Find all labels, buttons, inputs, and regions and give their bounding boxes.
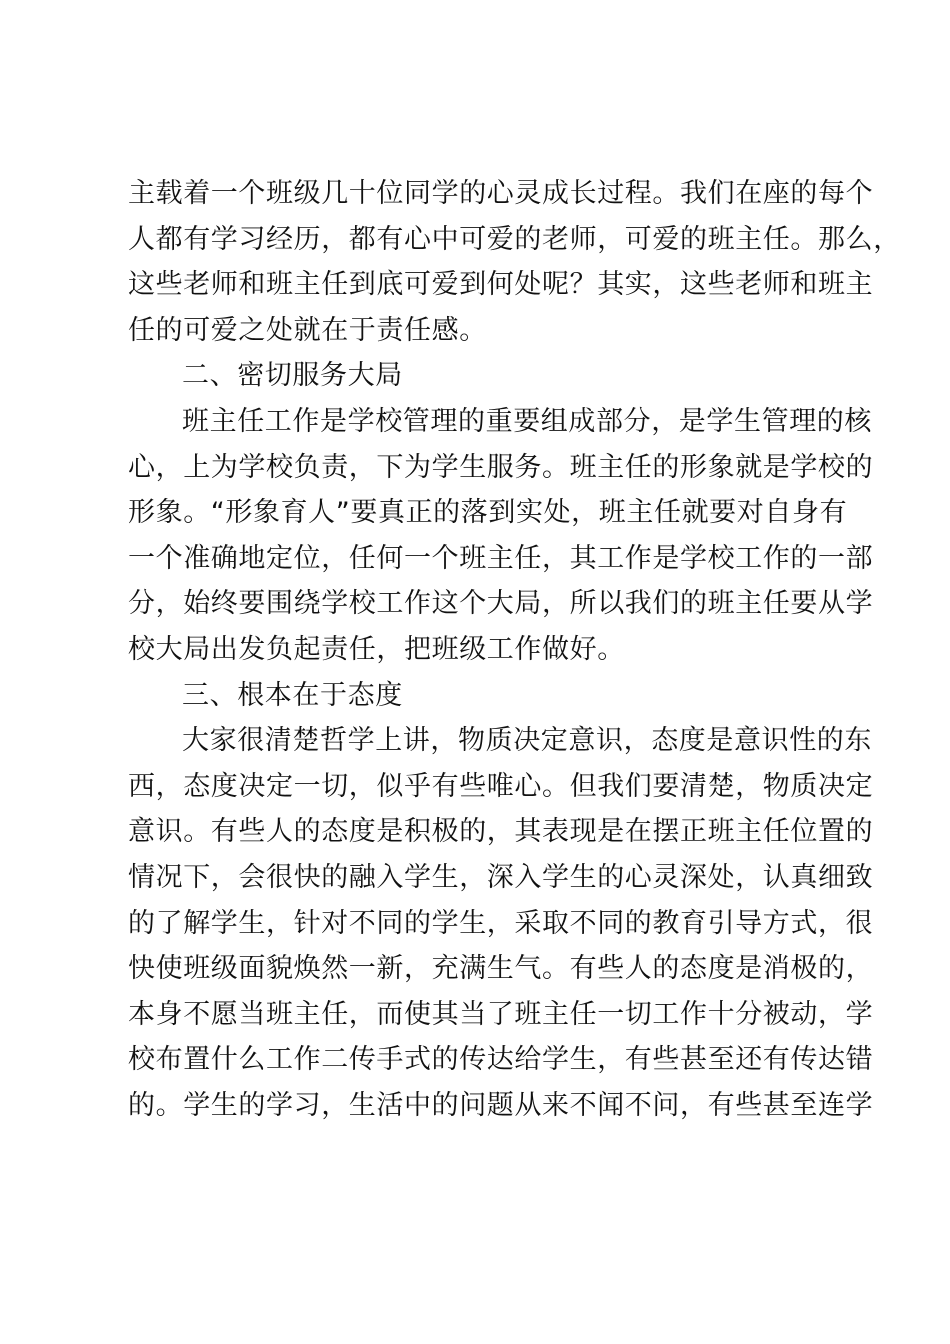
text-line: 快使班级面貌焕然一新，充满生气。有些人的态度是消极的， [128, 953, 874, 985]
text-line: 人都有学习经历，都有心中可爱的老师，可爱的班主任。那么， [128, 223, 901, 255]
text-line: 西，态度决定一切，似乎有些唯心。但我们要清楚，物质决定 [128, 770, 874, 802]
text-line: 本身不愿当班主任，而使其当了班主任一切工作十分被动，学 [128, 998, 874, 1030]
text-line: 这些老师和班主任到底可爱到何处呢？其实，这些老师和班主 [128, 269, 874, 301]
body-text [128, 171, 901, 1128]
paragraph-first-line: 班主任工作是学校管理的重要组成部分，是学生管理的核 [182, 405, 872, 437]
section-heading: 三、根本在于态度 [182, 679, 403, 711]
text-line: 心，上为学校负责，下为学生服务。班主任的形象就是学校的 [128, 451, 874, 483]
text-line: 形象。“形象育人”要真正的落到实处，班主任就要对自身有 [128, 497, 848, 529]
paragraph-first-line: 大家很清楚哲学上讲，物质决定意识，态度是意识性的东 [182, 725, 872, 757]
text-line: 校大局出发负起责任，把班级工作做好。 [128, 633, 625, 665]
text-line: 的。学生的学习，生活中的问题从来不闻不问，有些甚至连学 [128, 1089, 874, 1121]
text-line: 任的可爱之处就在于责任感。 [128, 314, 487, 346]
text-line: 意识。有些人的态度是积极的，其表现是在摆正班主任位置的 [128, 816, 874, 848]
section-heading: 二、密切服务大局 [182, 360, 403, 392]
text-line: 的了解学生，针对不同的学生，采取不同的教育引导方式，很 [128, 907, 874, 939]
text-line: 校布置什么工作二传手式的传达给学生，有些甚至还有传达错 [128, 1044, 874, 1076]
text-line: 分，始终要围绕学校工作这个大局，所以我们的班主任要从学 [128, 588, 874, 620]
text-line: 情况下，会很快的融入学生，深入学生的心灵深处，认真细致 [128, 861, 874, 893]
text-line: 主载着一个班级几十位同学的心灵成长过程。我们在座的每个 [128, 178, 874, 209]
text-line: 一个准确地定位，任何一个班主任，其工作是学校工作的一部 [128, 542, 874, 574]
